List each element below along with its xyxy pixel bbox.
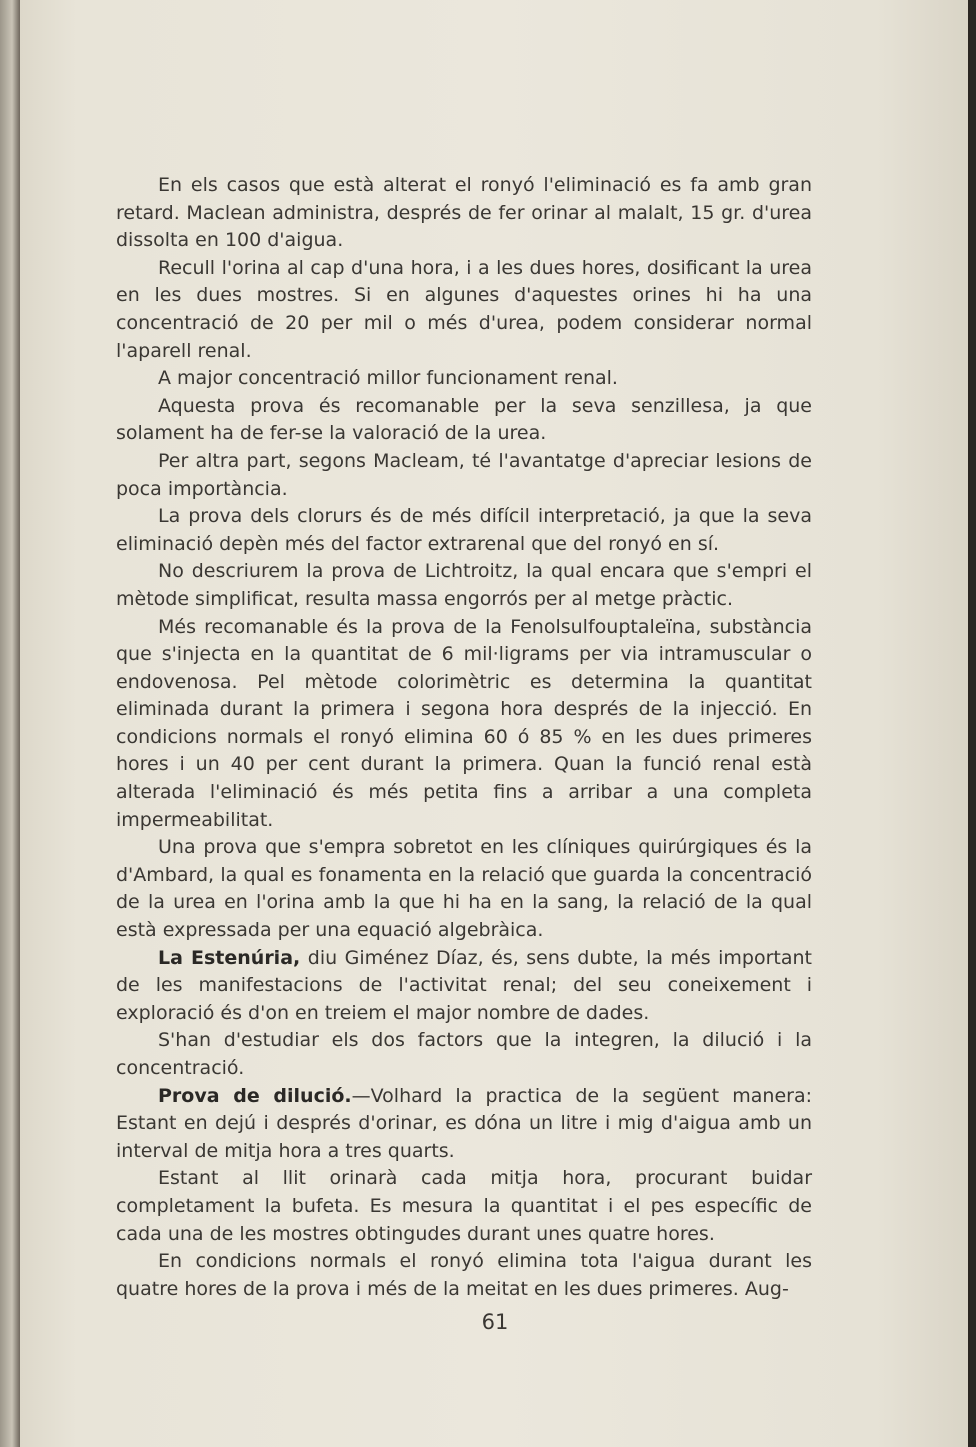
page-number: 61: [481, 1310, 509, 1334]
paragraph-14: En condicions normals el ronyó elimina tota l'aigua durant les quatre hores de la prova i més de la meitat en les dues primeres. Aug-: [116, 1250, 812, 1300]
paragraph-6: La prova dels clorurs és de més difícil interpretació, ja que la seva eliminació depèn més del factor extrarenal que del ronyó en sí.: [116, 505, 812, 555]
paragraph-4: Aquesta prova és recomanable per la seva senzillesa, ja que solament ha de fer-se la valoració de la urea.: [116, 394, 812, 445]
paragraph-11: S'han d'estudiar els dos factors que la integren, la dilució i la concentració.: [116, 1029, 812, 1079]
paragraph-7: No descriurem la prova de Lichtroitz, la qual encara que s'empri el mètode simplificat, resulta massa engorrós per al metge pràctic.: [116, 560, 812, 610]
paragraph-5: Per altra part, segons Macleam, té l'avantatge d'apreciar lesions de poca importància.: [116, 449, 812, 500]
right-scan-edge: [968, 0, 976, 1447]
heading-prova-dilucio: Prova de dilució.: [158, 1084, 352, 1107]
body-text: [116, 172, 812, 1303]
paragraph-12: Prova de dilució.—Volhard la practica de la següent manera: Estant en dejú i després d'orinar, es dóna un litre i mig d'aigua amb un interval de mitja hora a tres quarts.: [116, 1084, 812, 1162]
paragraph-1: En els casos que està alterat el ronyó l'eliminació es fa amb gran retard. Maclean administra, després de fer orinar al malalt, 15 gr. d'urea dissolta en 100 d'aigua.: [116, 174, 812, 252]
paragraph-3: A major concentració millor funcionament renal.: [158, 367, 618, 390]
paragraph-8: Més recomanable és la prova de la Fenolsulfouptaleïna, substància que s'injecta en la quantitat de 6 mil·ligrams per via intramuscular o endovenosa. Pel mètode colorimètric es determina la quantitat eliminada durant la primera i segona hora després de la injecció. En condicions normals el ronyó elimina 60 ó 85 % en les dues primeres hores i un 40 per cent durant la primera. Quan la funció renal està alterada l'eliminació és més petita fins a arribar a una completa impermeabilitat.: [116, 615, 812, 831]
left-page-edge: [0, 0, 20, 1447]
page: [20, 0, 970, 1447]
paragraph-9: Una prova que s'empra sobretot en les clíniques quirúrgiques és la d'Ambard, la qual es fonamenta en la relació que guarda la concentració de la urea en l'orina amb la que hi ha en la sang, la relació de la qual està expressada per una equació algebràica.: [116, 836, 812, 942]
term-estenuria: La Estenúria,: [158, 946, 301, 969]
paragraph-13: Estant al llit orinarà cada mitja hora, procurant buidar completament la bufeta. Es mesura la quantitat i el pes específic de cada una de les mostres obtingudes durant unes quatre hores.: [116, 1167, 812, 1245]
paragraph-2: Recull l'orina al cap d'una hora, i a les dues hores, dosificant la urea en les dues mostres. Si en algunes d'aquestes orines hi ha una concentració de 20 per mil o més d'urea, podem considerar normal l'aparell renal.: [116, 256, 812, 362]
paragraph-10: La Estenúria, diu Giménez Díaz, és, sens dubte, la més important de les manifestacions de l'activitat renal; del seu coneixement i exploració és d'on en treiem el major nombre de dades.: [116, 946, 813, 1024]
